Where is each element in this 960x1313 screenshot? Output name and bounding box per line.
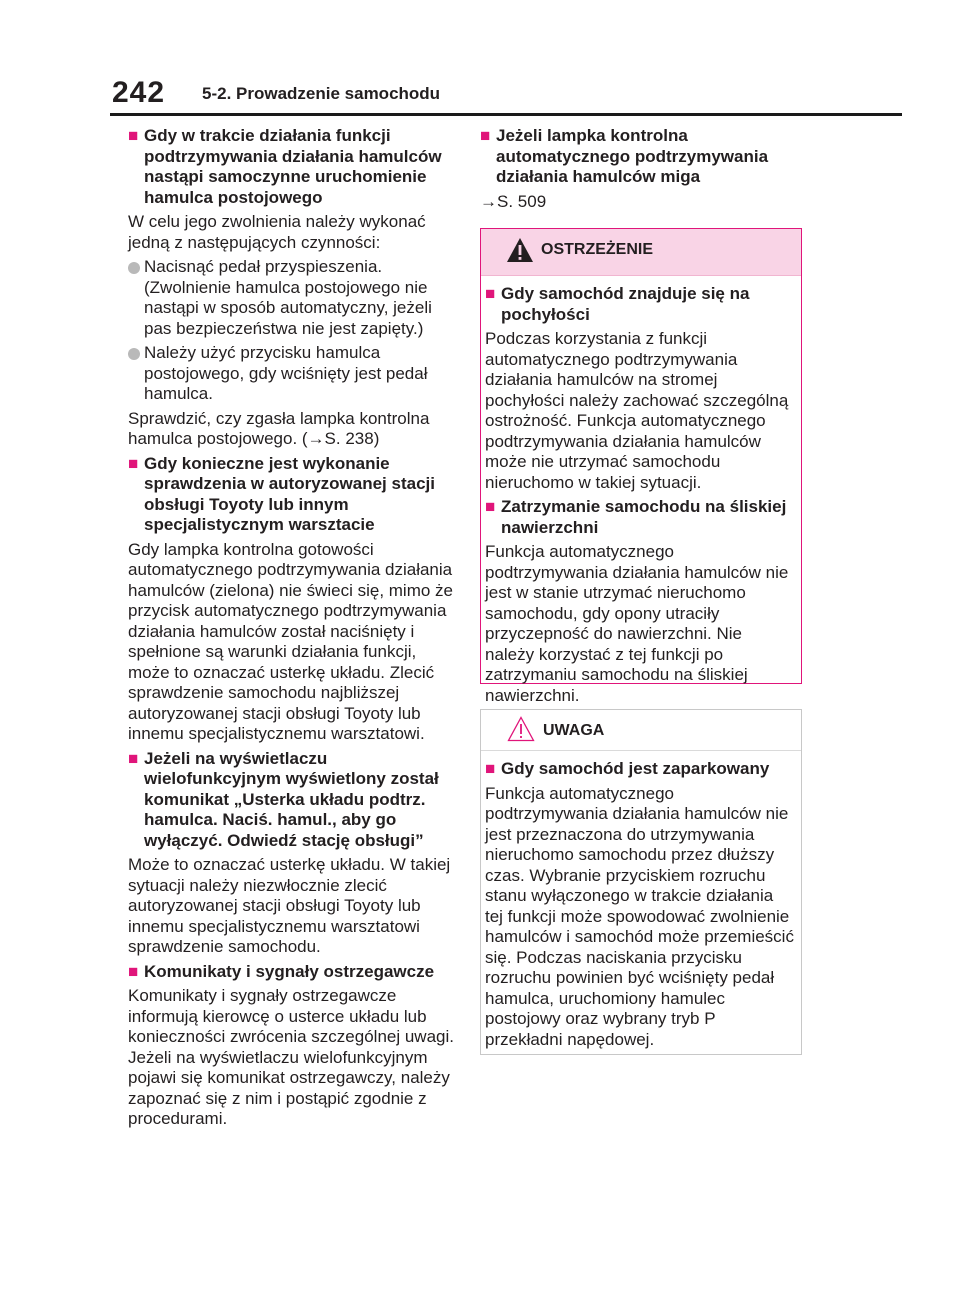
pink-square-icon: ■: [128, 126, 139, 145]
heading-parked: ■ Gdy samochód jest zaparkowany: [485, 759, 770, 778]
warning-triangle-icon: [506, 237, 534, 263]
heading-parking-brake-auto: ■ Gdy w trakcie działania funkcji podtrzymywania działania hamulców nastąpi samoczynne uruchomienie hamulca postojowego: [128, 126, 442, 207]
paragraph: Sprawdzić, czy zgasła lampka kontrolna hamulca postojowego. (→S. 238): [128, 408, 430, 448]
left-column: [128, 126, 454, 1134]
pink-square-icon: ■: [485, 759, 496, 778]
paragraph: Podczas korzystania z funkcji automatycznego podtrzymywania działania hamulców na stromej pochyłości należy zachować szczególną ostrożność. Funkcja automatycznego podtrzymywania działania hamulców może nie utrzymać samochodu nieruchomo w takiej sytuacji.: [485, 329, 789, 492]
pink-square-icon: ■: [128, 961, 139, 981]
warning-box: [480, 228, 802, 705]
heading-slippery-surface: ■ Zatrzymanie samochodu na śliskiej nawierzchni: [485, 497, 787, 537]
list-item: Należy użyć przycisku hamulca postojowego, gdy wciśnięty jest pedał hamulca.: [128, 343, 454, 405]
grey-circle-bullet-icon: [128, 348, 140, 360]
pink-square-icon: ■: [128, 748, 139, 768]
header-rule: [110, 113, 902, 116]
pink-square-icon: ■: [128, 453, 139, 473]
warning-title: OSTRZEŻENIE: [541, 241, 654, 258]
right-column: [480, 126, 804, 218]
paragraph: W celu jego zwolnienia należy wykonać jedną z następujących czynności:: [128, 212, 426, 252]
paragraph: Funkcja automatycznego podtrzymywania działania hamulców nie jest przeznaczona do utrzymywania nieruchomo samochodu przez dłuższy czas. Wybranie przyciskiem rozruchu stanu wyłączonego w trakcie działania tej funkcji może spowodować zwolnienie hamulców i samochód może przemieścić się. Podczas naciskania przycisku rozruchu powinien być wciśnięty pedał hamulca, uruchomiony hamulec postojowy oraz wybrany tryb P przekładni napędowej.: [485, 783, 794, 1049]
notice-title: UWAGA: [543, 722, 605, 739]
pink-square-icon: ■: [485, 497, 496, 516]
notice-box: [480, 709, 802, 1055]
list-item: Nacisnąć pedał przyspieszenia. (Zwolnienie hamulca postojowego nie nastąpi w sposób automatyczny, jeżeli pas bezpieczeństwa nie jest zapięty.): [128, 257, 454, 339]
notice-header: [481, 710, 801, 751]
pink-square-icon: ■: [480, 126, 491, 145]
heading-on-slope: ■ Gdy samochód znajduje się na pochyłości: [485, 284, 750, 324]
page-header: [0, 0, 960, 118]
page-number: 242: [112, 76, 166, 109]
heading-warning-messages: ■ Komunikaty i sygnały ostrzegawcze: [128, 961, 435, 981]
pink-square-icon: ■: [485, 284, 496, 303]
warning-body: [481, 276, 801, 706]
heading-inspection: ■ Gdy konieczne jest wykonanie sprawdzenia w autoryzowanej stacji obsługi Toyoty lub innym specjalistycznym warsztacie: [128, 453, 435, 534]
paragraph: Może to oznaczać usterkę układu. W takiej sytuacji należy niezwłocznie zlecić autoryzowanej stacji obsługi Toyoty lub innemu specjalistycznemu warsztatowi sprawdzenie samochodu.: [128, 855, 451, 956]
paragraph: Komunikaty i sygnały ostrzegawcze informują kierowcę o usterce układu lub konieczności zwrócenia szczególnej uwagi. Jeżeli na wyświetlaczu wielofunkcyjnym pojawi się komunikat ostrzegawczy, należy zapoznać się z nim i postąpić zgodnie z procedurami.: [128, 986, 454, 1128]
page-reference: →S. 509: [480, 191, 547, 211]
section-title: 5-2. Prowadzenie samochodu: [202, 84, 441, 103]
paragraph: Funkcja automatycznego podtrzymywania działania hamulców nie jest w stanie utrzymać nieruchomo samochodu, gdy opony utraciły przyczepność do nawierzchni. Nie należy korzystać z tej funkcji po zatrzymaniu samochodu na śliskiej nawierzchni.: [485, 542, 789, 705]
notice-body: [481, 751, 801, 1050]
grey-circle-bullet-icon: [128, 262, 140, 274]
caution-triangle-outline-icon: [507, 716, 535, 742]
paragraph: Gdy lampka kontrolna gotowości automatycznego podtrzymywania działania hamulców (zielona) nie świeci się, mimo że przycisk automatycznego podtrzymywania działania hamulców został naciśnięty i spełnione są warunki działania funkcji, może to oznaczać usterkę układu. Zlecić sprawdzenie samochodu najbliższej autoryzowanej stacji obsługi Toyoty lub innemu specjalistycznemu warsztatowi.: [128, 539, 454, 743]
heading-indicator-flashing: ■ Jeżeli lampka kontrolna automatycznego podtrzymywania działania hamulców miga: [480, 126, 769, 186]
heading-display-message: ■ Jeżeli na wyświetlaczu wielofunkcyjnym wyświetlony został komunikat „Usterka układu podtrz. hamulca. Naciś. hamul., aby go wyłączyć. Odwiedź stację obsługi”: [128, 748, 439, 850]
warning-header: [481, 229, 801, 276]
